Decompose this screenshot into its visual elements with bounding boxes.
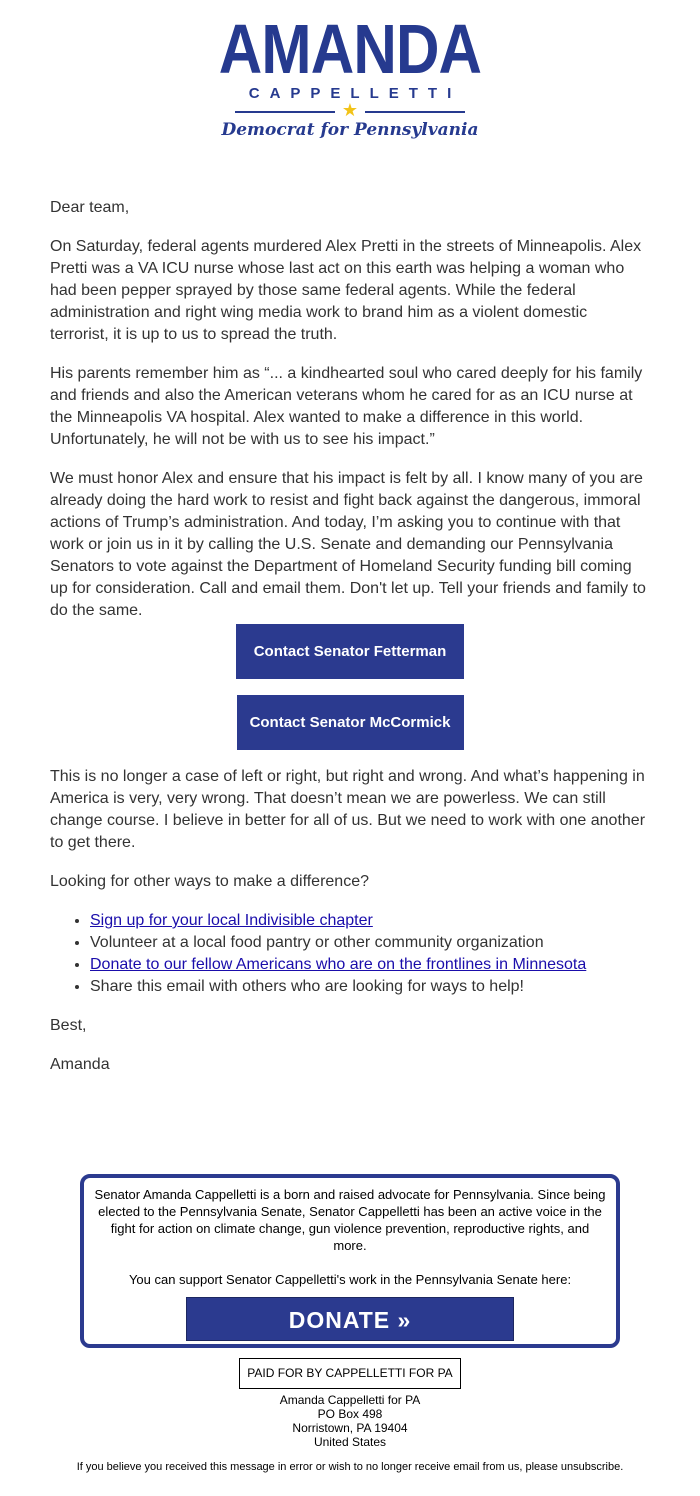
support-text: You can support Senator Cappelletti's work in the Pennsylvania Senate here: <box>128 1272 572 1287</box>
signoff: Best, <box>50 1017 87 1034</box>
address-line: United States <box>313 1435 387 1449</box>
unsubscribe-notice: If you believe you received this message in error or wish to no longer receive email from us, please unsubscribe. <box>76 1461 624 1473</box>
list-item: • Share this email with others who are looking for ways to help! <box>90 976 650 998</box>
list-item <box>90 954 650 976</box>
address-line: Amanda Cappelletti for PA <box>279 1393 421 1407</box>
star-icon: ★ <box>341 100 359 120</box>
cta-button-row <box>50 679 650 766</box>
email-body <box>50 197 650 1093</box>
body-paragraph: On Saturday, federal agents murdered Alex Pretti in the streets of Minneapolis. Alex Pretti was a VA ICU nurse whose last act on this earth was helping a woman who had been pepper sprayed by those same federal agents. While the federal administration and right wing media work to brand him as a violent domestic terrorist, it is up to us to spread the truth. <box>50 238 642 343</box>
body-paragraph: This is no longer a case of left or right, but right and wrong. And what’s happening in America is very, very wrong. That doesn’t mean we are powerless. We can still change course. I believe in better for all of us. But we need to work with one another to get there. <box>50 768 646 851</box>
greeting: Dear team, <box>50 199 130 216</box>
logo-rule-left <box>235 111 335 113</box>
list-item: • Volunteer at a local food pantry or other community organization <box>90 932 650 954</box>
logo-rule-right <box>365 111 465 113</box>
logo-tagline: Democrat for Pennsylvania <box>221 120 479 140</box>
campaign-logo <box>0 10 700 140</box>
bio-text: Senator Amanda Cappelletti is a born and raised advocate for Pennsylvania. Since being elected to the Pennsylvania Senate, Senator Cappelletti has been an active voice in the fight for action on climate change, gun violence prevention, reproductive rights, and more. <box>94 1187 606 1253</box>
contact-fetterman-button[interactable]: Contact Senator Fetterman <box>236 624 464 679</box>
body-paragraph: His parents remember him as “... a kindhearted soul who cared deeply for his family and friends and also the American veterans whom he cared for as an ICU nurse at the Minneapolis VA hospital. Alex wanted to make a difference in this world. Unfortunately, he will not be with us to see his impact.” <box>50 365 643 448</box>
cta-button-row <box>50 622 650 679</box>
ways-list <box>50 910 650 998</box>
logo-name: AMANDA <box>218 10 482 88</box>
donate-minnesota-link[interactable]: Donate to our fellow Americans who are on the frontlines in Minnesota <box>90 956 587 973</box>
address-line: Norristown, PA 19404 <box>292 1421 408 1435</box>
donate-button[interactable]: DONATE » <box>186 1297 514 1341</box>
paid-for-disclaimer: PAID FOR BY CAPPELLETTI FOR PA <box>239 1358 461 1389</box>
bio-box <box>80 1174 620 1348</box>
logo-divider <box>235 100 465 120</box>
signature: Amanda <box>50 1056 110 1073</box>
logo-surname: CAPPELLETTI <box>248 85 462 102</box>
ways-intro: Looking for other ways to make a difference? <box>50 873 369 890</box>
address-line: PO Box 498 <box>317 1407 383 1421</box>
mailing-address <box>0 1393 700 1449</box>
contact-mccormick-button[interactable]: Contact Senator McCormick <box>237 695 464 750</box>
body-paragraph: We must honor Alex and ensure that his impact is felt by all. I know many of you are already doing the hard work to resist and fight back against the dangerous, immoral actions of Trump’s administration. And today, I’m asking you to continue with that work or join us in it by calling the U.S. Senate and demanding our Pennsylvania Senators to vote against the Department of Homeland Security funding bill coming up for consideration. Call and email them. Don't let up. Tell your friends and family to do the same. <box>50 470 646 619</box>
list-item <box>90 910 650 932</box>
indivisible-signup-link[interactable]: Sign up for your local Indivisible chapter <box>90 912 373 929</box>
